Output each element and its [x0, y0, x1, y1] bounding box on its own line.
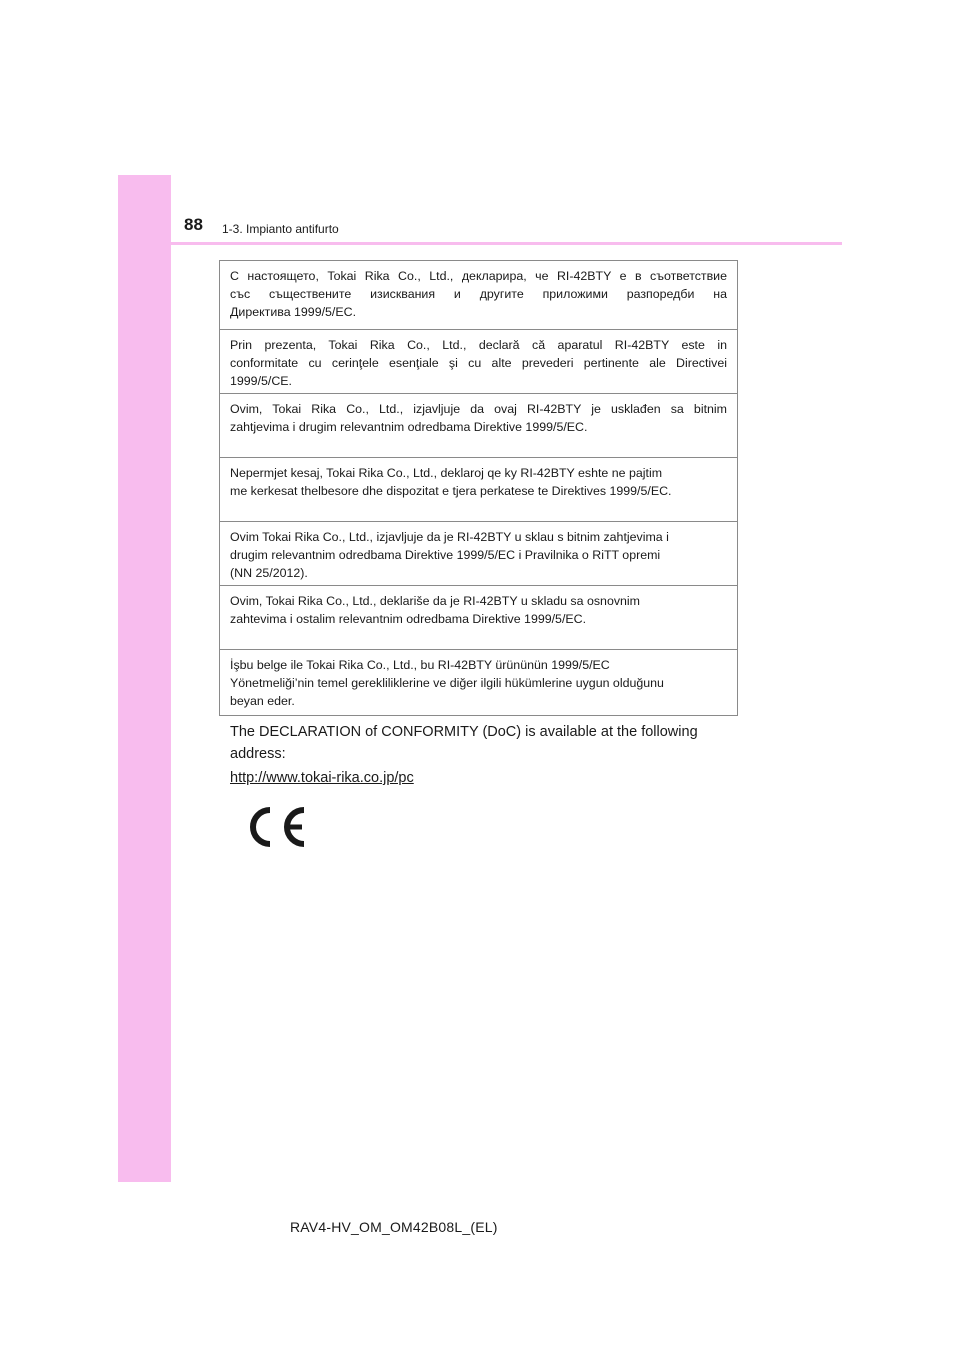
declaration-line: Ovim Tokai Rika Co., Ltd., izjavljuje da je RI-42BTY u sklau s bitnim zahtjevima i	[230, 530, 669, 544]
doc-availability-notice	[230, 721, 730, 789]
section-title: 1-3. Impianto antifurto	[222, 222, 339, 236]
declaration-line: С настоящето, Tokai Rika Co., Ltd., декларира, че RI-42BTY е в съответствие	[230, 269, 727, 283]
declaration-bulgarian	[220, 261, 737, 329]
declaration-table	[219, 260, 738, 716]
ce-mark-icon	[246, 806, 308, 853]
declaration-line: Ovim, Tokai Rika Co., Ltd., izjavljuje da ovaj RI-42BTY je usklađen sa bitnim	[230, 402, 727, 416]
declaration-line: zahtevima i ostalim relevantnim odredbama Direktive 1999/5/EC.	[230, 612, 587, 626]
notice-line: address:	[230, 746, 286, 762]
declaration-line: conformitate cu cerinţele esenţiale şi cu alte prevederi pertinente ale Directivei	[230, 356, 727, 370]
declaration-line: me kerkesat thelbesore dhe dispozitat e tjera perkatese te Direktives 1999/5/EC.	[230, 484, 672, 498]
declaration-bosnian	[220, 393, 737, 457]
declaration-turkish	[220, 649, 737, 715]
document-code: RAV4-HV_OM_OM42B08L_(EL)	[290, 1219, 498, 1235]
notice-line: The DECLARATION of CONFORMITY (DoC) is available at the following	[230, 724, 698, 740]
declaration-line: İşbu belge ile Tokai Rika Co., Ltd., bu RI-42BTY ürününün 1999/5/EC	[230, 658, 610, 672]
declaration-albanian	[220, 457, 737, 521]
declaration-line: beyan eder.	[230, 694, 295, 708]
declaration-line: Ovim, Tokai Rika Co., Ltd., deklariše da je RI-42BTY u skladu sa osnovnim	[230, 594, 640, 608]
declaration-line: Yönetmeliği’nin temel gerekliliklerine ve diğer ilgili hükümlerine uygun olduğunu	[230, 676, 664, 690]
side-color-band	[118, 175, 171, 1182]
declaration-line: 1999/5/CE.	[230, 374, 292, 388]
declaration-line: Prin prezenta, Tokai Rika Co., Ltd., declară că aparatul RI-42BTY este in	[230, 338, 727, 352]
declaration-line: със съществените изисквания и другите приложими разпоредби на	[230, 287, 727, 301]
doc-url-link[interactable]: http://www.tokai-rika.co.jp/pc	[230, 770, 414, 786]
declaration-line: zahtjevima i drugim relevantnim odredbama Direktive 1999/5/EC.	[230, 420, 588, 434]
declaration-romanian	[220, 329, 737, 393]
declaration-line: (NN 25/2012).	[230, 566, 308, 580]
declaration-line: Nepermjet kesaj, Tokai Rika Co., Ltd., deklaroj qe ky RI-42BTY eshte ne pajtim	[230, 466, 663, 480]
declaration-serbian	[220, 585, 737, 649]
declaration-line: drugim relevantnim odredbama Direktive 1999/5/EC i Pravilnika o RiTT opremi	[230, 548, 661, 562]
page-number: 88	[184, 215, 203, 234]
header-divider	[118, 242, 842, 245]
declaration-croatian	[220, 521, 737, 585]
declaration-line: Директива 1999/5/ЕС.	[230, 305, 357, 319]
